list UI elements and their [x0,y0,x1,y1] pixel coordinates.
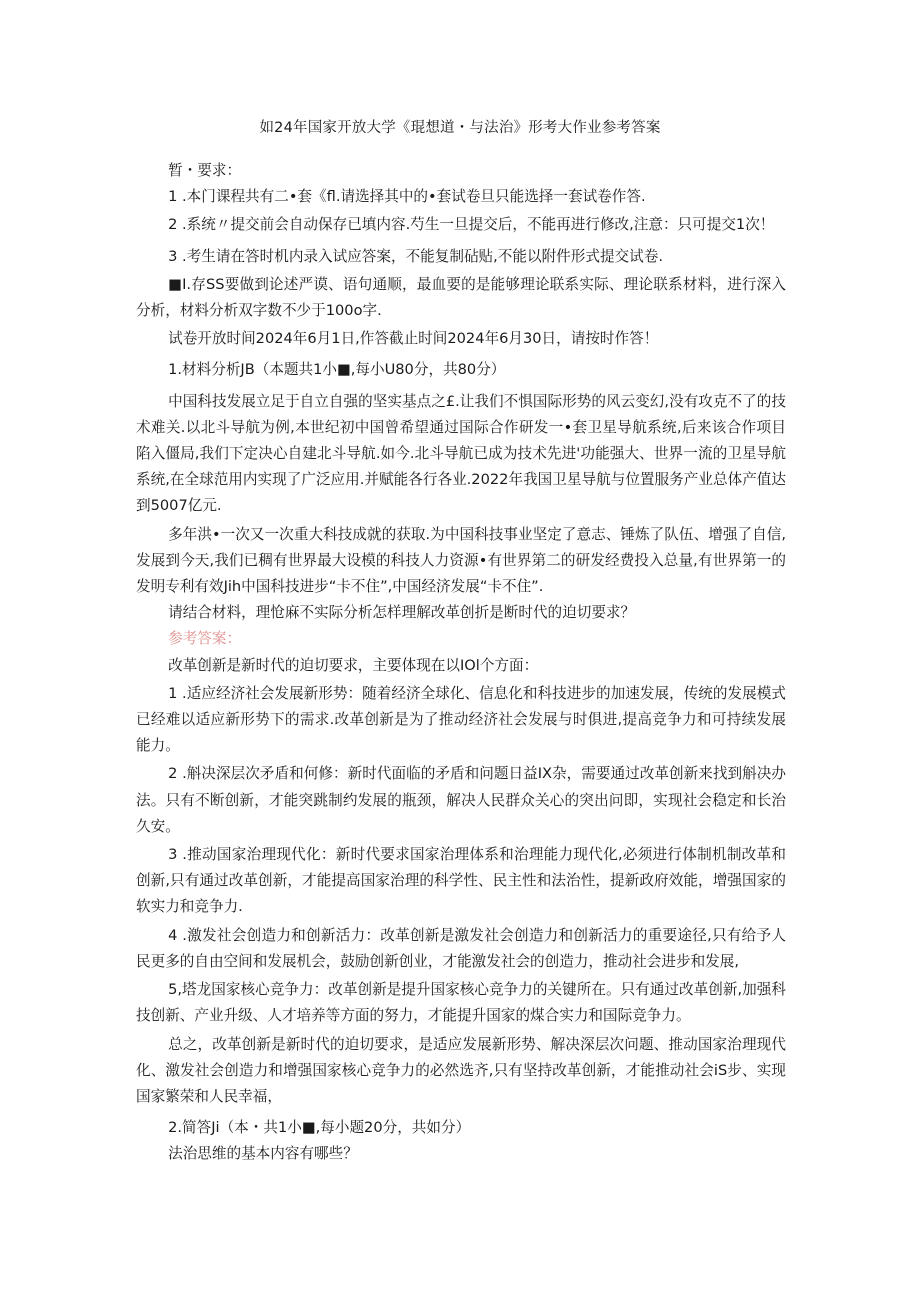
section2-heading: 2.简答Ji（本・共1小■,每小题20分，共如分） [168,1119,471,1137]
document-title: 如24年国家开放大学《琨想道・与法治》形考大作业参考答案 [259,120,661,136]
answer-label: 参考答案： [168,630,242,648]
requirement-item-2: 2 .系统〃提交前会自动保存已填内容.芍生一旦提交后，不能再进行修改,注意：只可提交1次！ [168,216,775,234]
requirements-heading: 暂・要求： [168,162,242,179]
answer-point-1: 1 .适应经济社会发展新形势：随着经济全球化、信息化和科技进步的加速发展，传统的发展模式已经难以适应新形势下的需求.改革创新是为了推动经济社会发展与时俱进,提高竞争力和可持续发展能力。 [136,684,786,755]
answer-point-4: 4 .激发社会创造力和创新活力：改革创新是激发社会创造力和创新活力的重要途径,只有给予人民更多的自由空间和发展机会，鼓励创新创业，才能激发社会的创造力，推动社会进步和发展, [136,926,786,970]
answer-intro: 改革创新是新时代的迫切要求，主要体现在以IOl个方面： [168,656,539,674]
document-body [136,158,786,1168]
answer-point-5: 5,塔龙国家核心竞争力：改革创新是提升国家核心竞争力的关键所在。只有通过改革创新,加强科技创新、产业升级、人才培养等方面的努力，才能提升国家的煤合实力和国际竞争力。 [136,981,786,1025]
answer-conclusion: 总之，改革创新是新时代的迫切要求，是适应发展新形势、解决深层次问题、推动国家治理现代化、激发社会创造力和增强国家核心竞争力的必然选齐,只有坚持改革创新，才能推动社会iS步、实现国家繁荣和人民幸福， [136,1035,786,1105]
requirement-item-4: ■I.存SS要做到论述严谟、语句通顺，最血要的是能够理论联系实际、理论联系材料，进行深入分析，材料分析双字数不少于100o字. [136,275,786,320]
exam-time-notice: 试卷开放时间2024年6月1日,作答截止时间2024年6月30日，请按时作答！ [168,330,659,348]
section2-question: 法治思维的基本内容有哪些？ [168,1145,358,1163]
answer-point-2: 2 .斛决深层次矛盾和何修：新时代面临的矛盾和问题日益IX杂，需要通过改革创新来找到斛决办法。只有不断创新，才能突跳制约发展的瓶颈，解决人民群众关心的突出问即，实现社会稳定和长治久安。 [136,765,786,835]
section1-heading: 1.材料分析JB（本题共1小■,每小U80分，共80分） [168,361,506,379]
answer-point-3: 3 .推动国家治理现代化：新时代要求国家治理体系和治理能力现代化,必须进行体制机制改革和创新,只有通过改革创新，才能提高国家治理的科学性、民主性和法治性，提新政府效能，增强国家的软实力和竞争力. [136,846,786,916]
material-paragraph-2: 多年洪•一次又一次重大科技成就的获取.为中国科技事业坚定了意志、锤炼了队伍、增强了自信,发展到今天,我们已稠有世界最大设模的科技人力资源•有世界第二的研发经费投入总量,有世界第一的发明专利有效Jih中国科技进步“卡不住”,中国经济发展“卡不住”. [136,525,786,596]
requirement-item-3: 3 .考生请在答时机内录入试应答案，不能复制砧贴,不能以附件形式提交试卷. [168,247,663,265]
section1-question: 请结合材料，理怆麻不实际分析怎样理解改革创折是断时代的迫切要求？ [168,604,636,622]
requirement-item-1: 1 .本门课程共有二•套《fl.请选择其中的•套试卷旦只能选择一套试卷作答. [168,188,646,206]
material-paragraph-1: 中国科技发展立足于自立自强的坚实基点之£.让我们不惧国际形势的风云变幻,没有攻克不了的技术难关.以北斗导航为例,本世纪初中国曾希望通过国际合作研发一•套卫星导航系统,后来该合作项目陷入僵局,我们下定决心自建北斗导航.如今.北斗导航已成为技术先进'功能强大、世界一流的卫星导航系统,在全球范用内实现了广泛应用.并赋能各行各业.2022年我国卫星导航与位置服务产业总体产值达到5007亿元. [136,392,786,515]
